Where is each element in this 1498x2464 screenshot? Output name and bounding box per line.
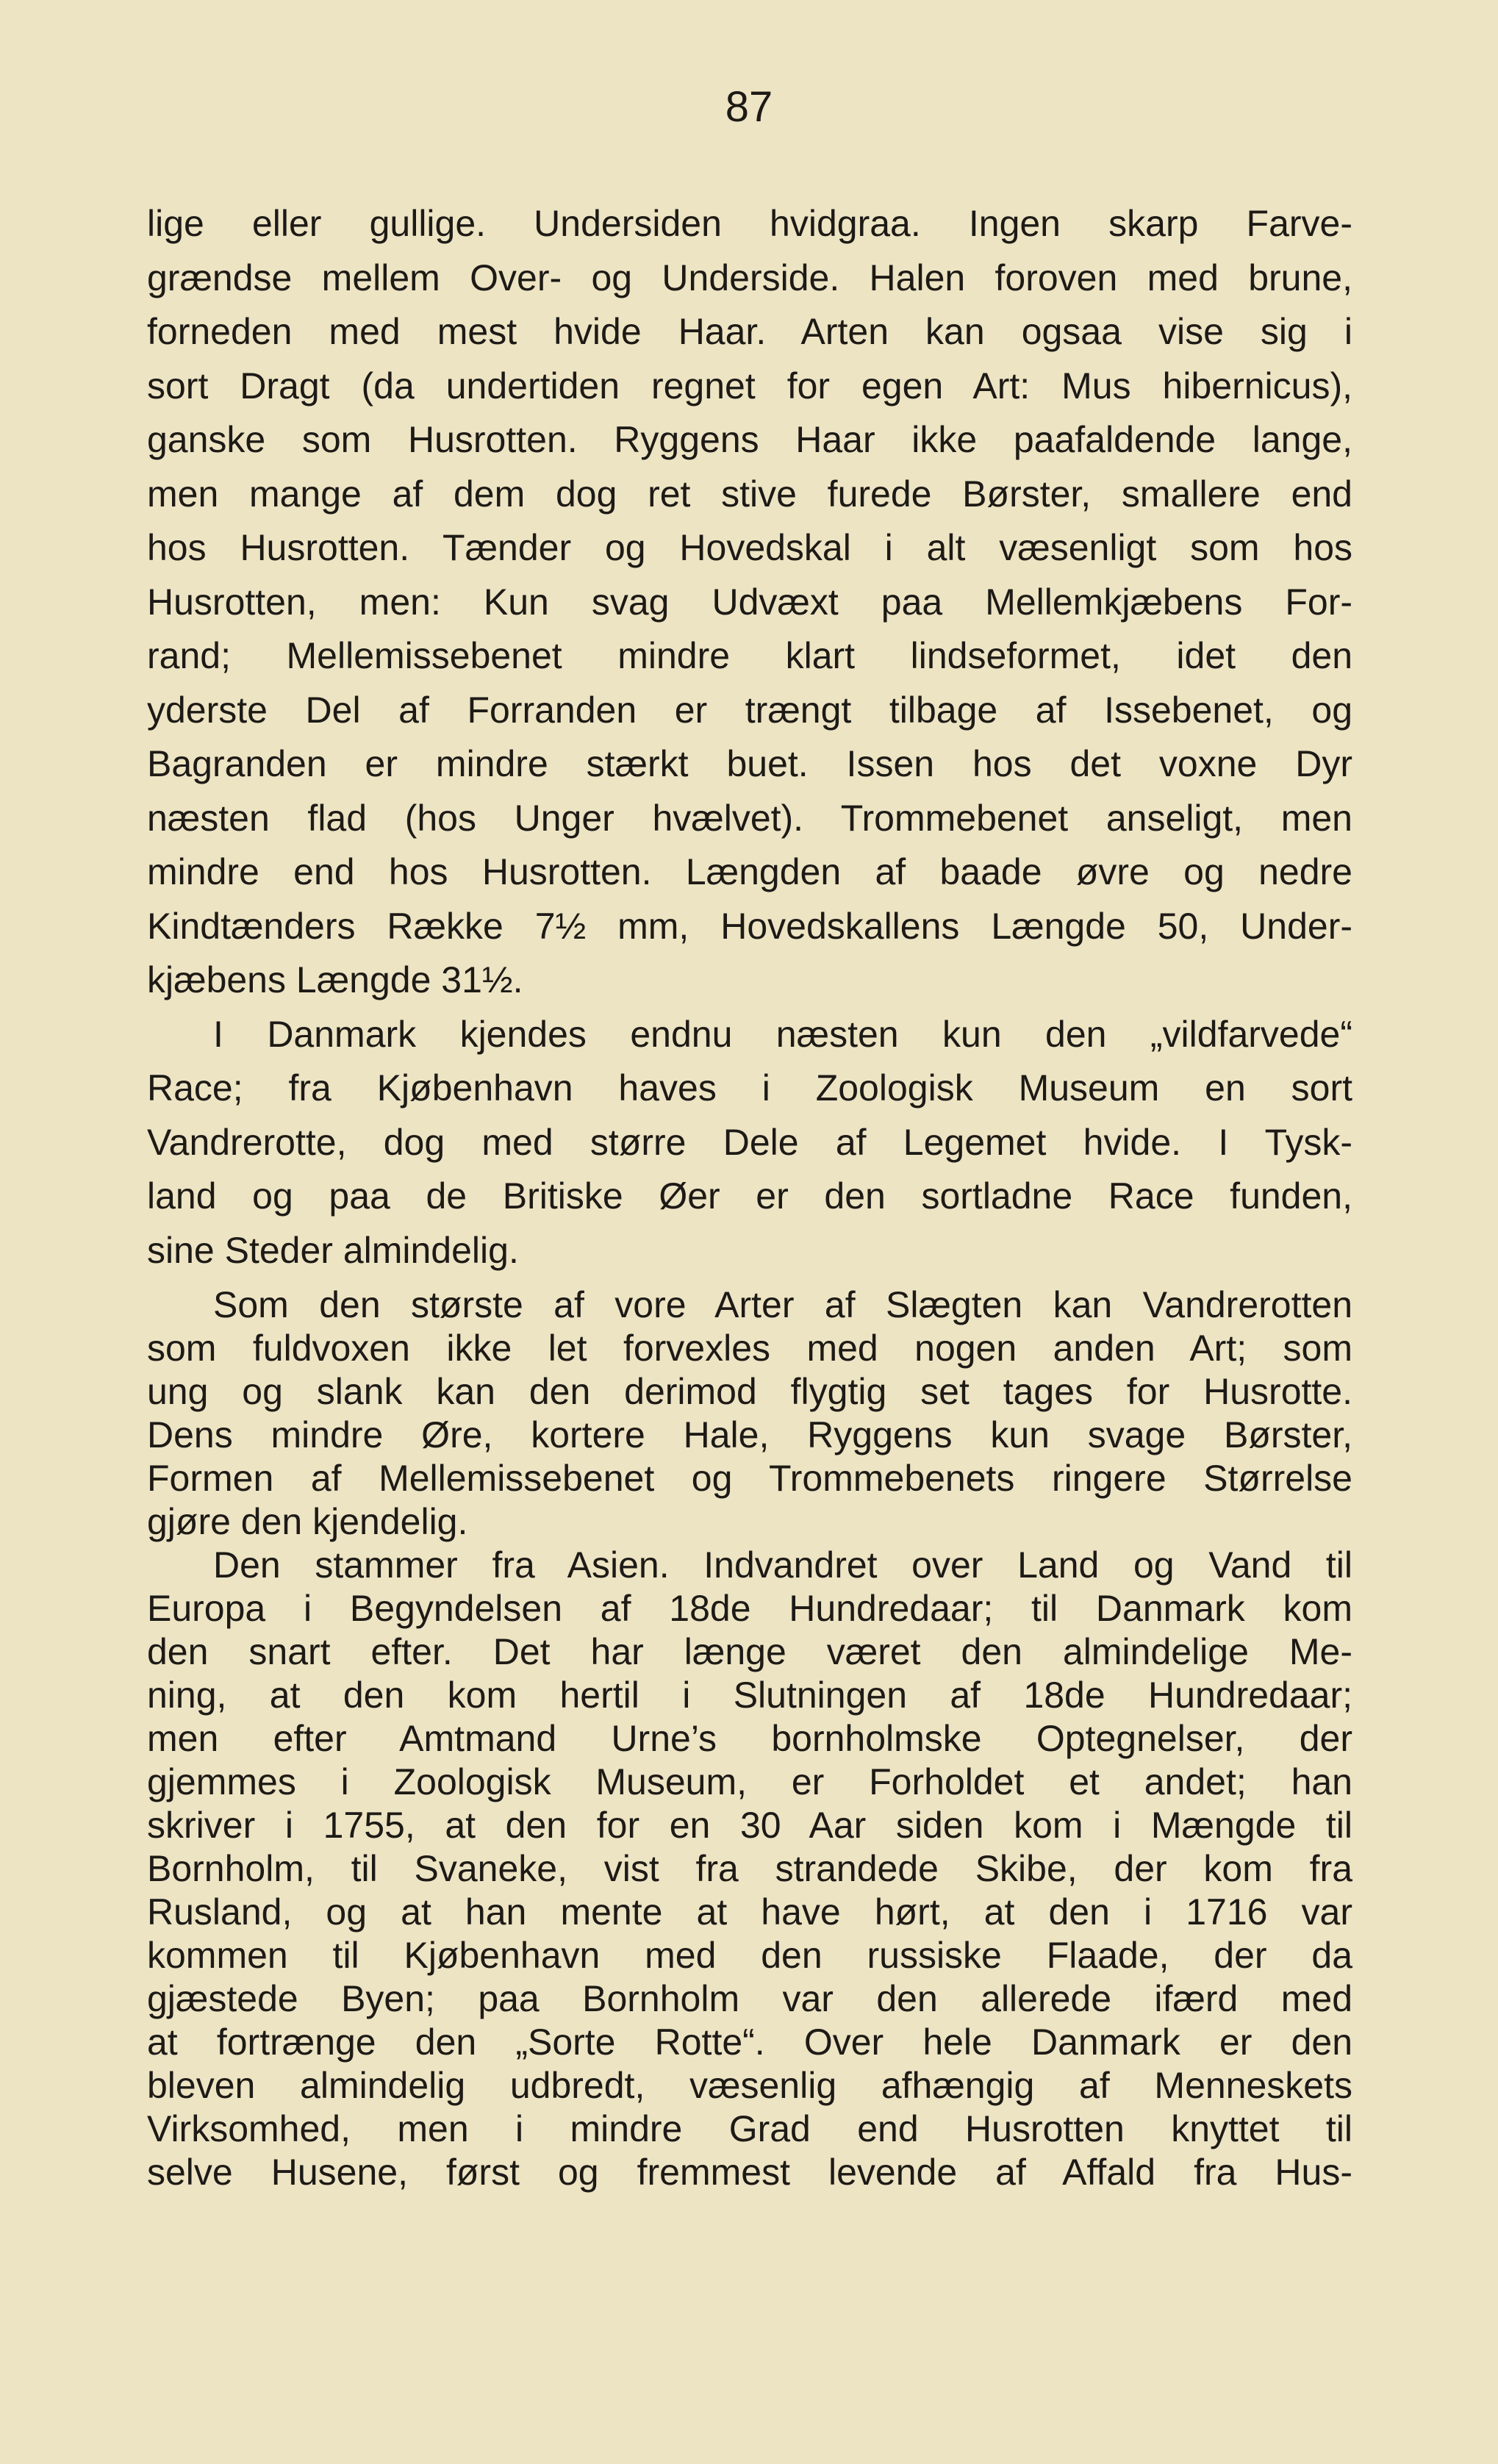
paragraph-3 xyxy=(147,1283,1352,1544)
text-line: Den stammer fra Asien. Indvandret over Land og Vand til xyxy=(213,1544,1352,1586)
paragraph-2 xyxy=(147,1008,1352,1278)
text-line: den snart efter. Det har længe været den almindelige Me- xyxy=(147,1631,1352,1672)
text-line: ganske som Husrotten. Ryggens Haar ikke paafaldende lange, xyxy=(147,419,1352,460)
text-line: som fuldvoxen ikke let forvexles med nogen anden Art; som xyxy=(147,1328,1352,1369)
text-line: Vandrerotte, dog med større Dele af Legemet hvide. I Tysk- xyxy=(147,1121,1352,1163)
text-line: lige eller gullige. Undersiden hvidgraa. Ingen skarp Farve- xyxy=(147,203,1352,244)
paragraph-1 xyxy=(147,197,1352,1008)
text-line: ning, at den kom hertil i Slutningen af 18de Hundredaar; xyxy=(147,1675,1352,1716)
text-line: bleven almindelig udbredt, væsenlig afhængig af Menneskets xyxy=(147,2065,1352,2106)
text-line: gjemmes i Zoologisk Museum, er Forholdet et andet; han xyxy=(147,1761,1352,1802)
text-line: sort Dragt (da undertiden regnet for egen Art: Mus hibernicus), xyxy=(147,365,1352,407)
text-line: Husrotten, men: Kun svag Udvæxt paa Mellemkjæbens For- xyxy=(147,581,1352,623)
body-text xyxy=(147,197,1352,2194)
text-line: Dens mindre Øre, kortere Hale, Ryggens kun svage Børster, xyxy=(147,1414,1352,1455)
text-line: sine Steder almindelig. xyxy=(147,1229,519,1271)
text-line: Rusland, og at han mente at have hørt, at den i 1716 var xyxy=(147,1891,1352,1933)
text-line: kjæbens Længde 31½. xyxy=(147,959,523,1000)
text-line: kommen til Kjøbenhavn med den russiske Flaade, der da xyxy=(147,1935,1352,1976)
text-line: I Danmark kjendes endnu næsten kun den „vildfarvede“ xyxy=(213,1013,1352,1055)
text-line: Formen af Mellemissebenet og Trommebenets ringere Størrelse xyxy=(147,1458,1352,1499)
text-line: gjæstede Byen; paa Bornholm var den allerede ifærd med xyxy=(147,1978,1352,2019)
text-line: rand; Mellemissebenet mindre klart lindseformet, idet den xyxy=(147,635,1352,676)
text-line: at fortrænge den „Sorte Rotte“. Over hele Danmark er den xyxy=(147,2021,1352,2063)
paragraph-4 xyxy=(147,1544,1352,2194)
text-line: hos Husrotten. Tænder og Hovedskal i alt væsenligt som hos xyxy=(147,527,1352,568)
text-line: land og paa de Britiske Øer er den sortladne Race funden, xyxy=(147,1175,1352,1217)
text-line: gjøre den kjendelig. xyxy=(147,1501,468,1542)
text-line: næsten flad (hos Unger hvælvet). Trommebenet anseligt, men xyxy=(147,797,1352,839)
text-line: mindre end hos Husrotten. Længden af baade øvre og nedre xyxy=(147,851,1352,892)
text-line: Bagranden er mindre stærkt buet. Issen hos det voxne Dyr xyxy=(147,743,1352,784)
text-line: skriver i 1755, at den for en 30 Aar siden kom i Mængde til xyxy=(147,1805,1352,1846)
text-line: Kindtænders Række 7½ mm, Hovedskallens Længde 50, Under- xyxy=(147,905,1352,947)
text-line: Som den største af vore Arter af Slægten kan Vandrerotten xyxy=(213,1284,1352,1325)
text-line: men mange af dem dog ret stive furede Børster, smallere end xyxy=(147,473,1352,515)
small-type-section xyxy=(147,1283,1352,2194)
text-line: yderste Del af Forranden er trængt tilbage af Issebenet, og xyxy=(147,689,1352,731)
text-line: Bornholm, til Svaneke, vist fra strandede Skibe, der kom fra xyxy=(147,1848,1352,1889)
text-line: selve Husene, først og fremmest levende af Affald fra Hus- xyxy=(147,2152,1352,2193)
page-number: 87 xyxy=(725,83,773,131)
text-line: ung og slank kan den derimod flygtig set tages for Husrotte. xyxy=(147,1371,1352,1412)
text-line: Virksomhed, men i mindre Grad end Husrotten knyttet til xyxy=(147,2108,1352,2149)
text-line: Europa i Begyndelsen af 18de Hundredaar; til Danmark kom xyxy=(147,1588,1352,1629)
text-line: Race; fra Kjøbenhavn haves i Zoologisk Museum en sort xyxy=(147,1067,1352,1109)
text-line: grændse mellem Over- og Underside. Halen foroven med brune, xyxy=(147,257,1352,298)
text-line: forneden med mest hvide Haar. Arten kan ogsaa vise sig i xyxy=(147,311,1352,352)
text-line: men efter Amtmand Urne’s bornholmske Optegnelser, der xyxy=(147,1718,1352,1759)
